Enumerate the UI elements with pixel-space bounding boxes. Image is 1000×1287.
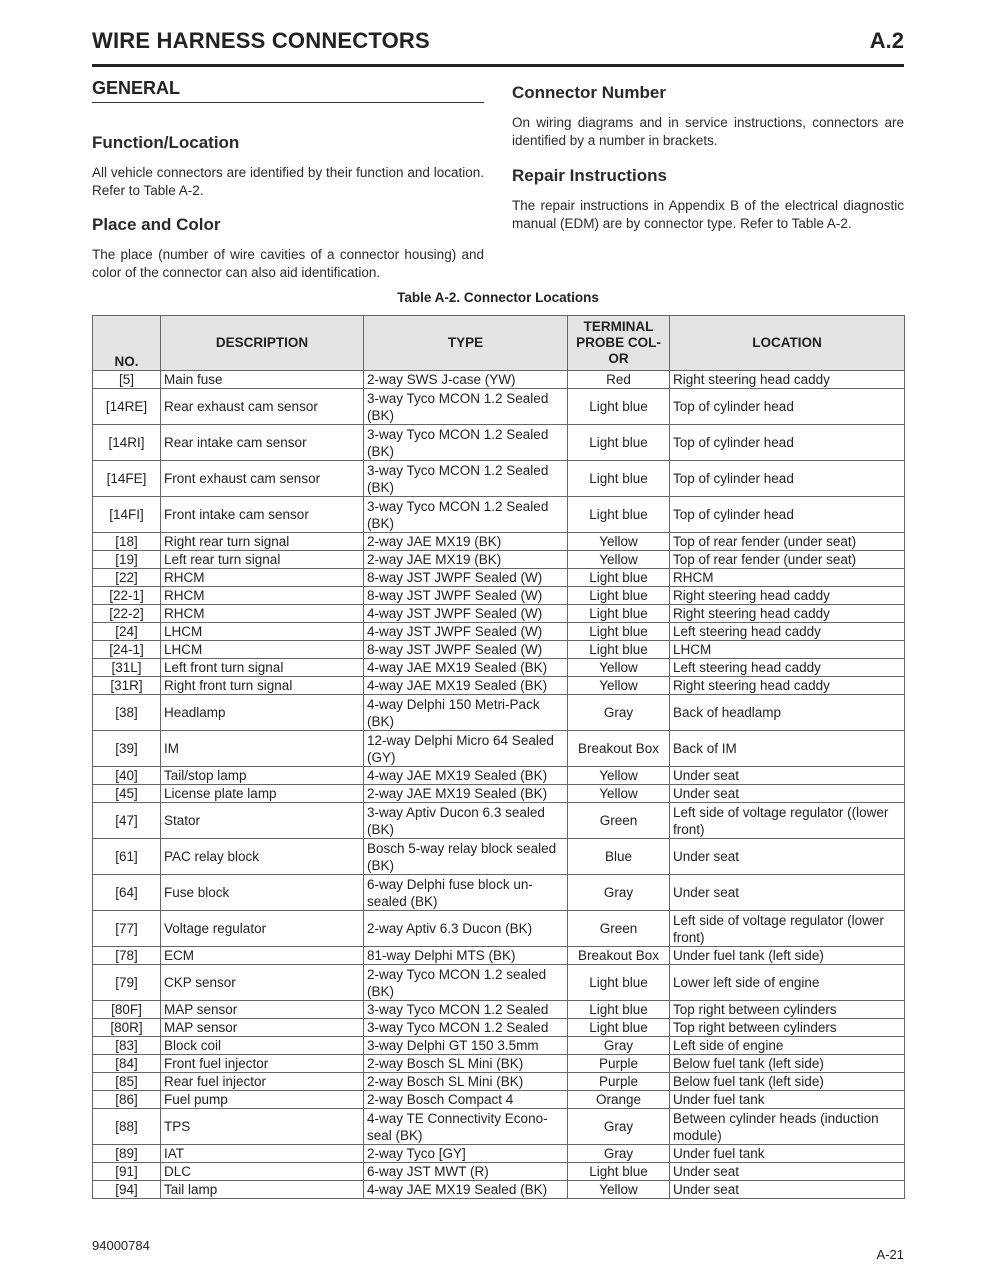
table-row (93, 1091, 905, 1109)
connector-description: RHCM (161, 605, 364, 623)
connector-type: 12-way Delphi Micro 64 Sealed (GY) (364, 731, 568, 767)
connector-description: Front exhaust cam sensor (161, 461, 364, 497)
probe-color: Yellow (568, 551, 670, 569)
probe-color: Light blue (568, 425, 670, 461)
connector-number: [14RE] (93, 389, 161, 425)
table-row (93, 1073, 905, 1091)
header-location: LOCATION (670, 316, 905, 371)
connector-number: [89] (93, 1145, 161, 1163)
table-row (93, 1055, 905, 1073)
connector-description: LHCM (161, 641, 364, 659)
connector-description: Left rear turn signal (161, 551, 364, 569)
probe-color: Gray (568, 1109, 670, 1145)
probe-color: Yellow (568, 1181, 670, 1199)
table-row (93, 803, 905, 839)
connector-description: Tail lamp (161, 1181, 364, 1199)
connector-location: Left side of engine (670, 1037, 905, 1055)
connector-type: 2-way JAE MX19 (BK) (364, 551, 568, 569)
header-probe-color: TERMINAL PROBE COL- OR (568, 316, 670, 371)
connector-location: Under seat (670, 785, 905, 803)
table-row (93, 965, 905, 1001)
table-row (93, 911, 905, 947)
table-body (93, 371, 905, 1199)
connector-location: Left side of voltage regulator (lower front) (670, 911, 905, 947)
table-row (93, 371, 905, 389)
table-row (93, 767, 905, 785)
connector-type: 4-way JAE MX19 Sealed (BK) (364, 659, 568, 677)
connector-location: Under fuel tank (670, 1091, 905, 1109)
connector-location: Under fuel tank (left side) (670, 947, 905, 965)
connector-type: 3-way Aptiv Ducon 6.3 sealed (BK) (364, 803, 568, 839)
table-row (93, 587, 905, 605)
connector-type: 2-way Aptiv 6.3 Ducon (BK) (364, 911, 568, 947)
left-column (92, 78, 484, 282)
connector-number: [22-2] (93, 605, 161, 623)
repair-instructions-text: The repair instructions in Appendix B of the electrical diagnostic manual (EDM) are by connector type. Refer to Table A-2. (512, 198, 904, 231)
connector-type: 3-way Tyco MCON 1.2 Sealed (BK) (364, 461, 568, 497)
table-row (93, 677, 905, 695)
connector-type: 2-way Bosch Compact 4 (364, 1091, 568, 1109)
connector-type: 2-way Tyco MCON 1.2 sealed (BK) (364, 965, 568, 1001)
connector-number-heading: Connector Number (512, 83, 666, 102)
connector-location: Below fuel tank (left side) (670, 1073, 905, 1091)
connector-location: LHCM (670, 641, 905, 659)
connector-description: Rear fuel injector (161, 1073, 364, 1091)
connector-number: [24-1] (93, 641, 161, 659)
table-row (93, 659, 905, 677)
connector-description: IAT (161, 1145, 364, 1163)
connector-type: Bosch 5-way relay block sealed (BK) (364, 839, 568, 875)
connector-location: Under fuel tank (670, 1145, 905, 1163)
probe-color: Gray (568, 695, 670, 731)
table-row (93, 947, 905, 965)
function-location-heading: Function/Location (92, 133, 240, 152)
probe-color: Purple (568, 1073, 670, 1091)
connector-location: Top of rear fender (under seat) (670, 551, 905, 569)
connector-number: [86] (93, 1091, 161, 1109)
connector-location: Top of cylinder head (670, 461, 905, 497)
table-caption: Table A-2. Connector Locations (397, 290, 599, 305)
connector-number: [64] (93, 875, 161, 911)
probe-color: Light blue (568, 605, 670, 623)
connector-location: RHCM (670, 569, 905, 587)
connector-number: [80F] (93, 1001, 161, 1019)
probe-color: Light blue (568, 587, 670, 605)
probe-color: Yellow (568, 677, 670, 695)
connector-locations-table (92, 315, 905, 1199)
probe-color: Yellow (568, 785, 670, 803)
connector-type: 4-way JAE MX19 Sealed (BK) (364, 767, 568, 785)
connector-description: Right front turn signal (161, 677, 364, 695)
table-row (93, 461, 905, 497)
probe-color: Gray (568, 875, 670, 911)
probe-color: Yellow (568, 767, 670, 785)
connector-location: Top of rear fender (under seat) (670, 533, 905, 551)
connector-type: 3-way Tyco MCON 1.2 Sealed (BK) (364, 425, 568, 461)
connector-location: Right steering head caddy (670, 605, 905, 623)
connector-type: 8-way JST JWPF Sealed (W) (364, 641, 568, 659)
connector-location: Lower left side of engine (670, 965, 905, 1001)
connector-number: [14FI] (93, 497, 161, 533)
connector-location: Between cylinder heads (induction module) (670, 1109, 905, 1145)
connector-location: Under seat (670, 1181, 905, 1199)
connector-location: Back of IM (670, 731, 905, 767)
connector-number: [77] (93, 911, 161, 947)
connector-type: 2-way Bosch SL Mini (BK) (364, 1055, 568, 1073)
connector-number: [31L] (93, 659, 161, 677)
connector-description: Headlamp (161, 695, 364, 731)
connector-location: Under seat (670, 875, 905, 911)
connector-description: License plate lamp (161, 785, 364, 803)
connector-description: Main fuse (161, 371, 364, 389)
page-number: A-21 (876, 1247, 904, 1262)
connector-description: Front intake cam sensor (161, 497, 364, 533)
connector-type: 6-way JST MWT (R) (364, 1163, 568, 1181)
document-number: 94000784 (92, 1238, 150, 1253)
connector-description: Block coil (161, 1037, 364, 1055)
connector-number: [22] (93, 569, 161, 587)
probe-color: Orange (568, 1091, 670, 1109)
probe-color: Light blue (568, 1001, 670, 1019)
connector-type: 3-way Tyco MCON 1.2 Sealed (364, 1001, 568, 1019)
connector-location: Right steering head caddy (670, 371, 905, 389)
connector-type: 4-way JST JWPF Sealed (W) (364, 623, 568, 641)
connector-description: Fuel pump (161, 1091, 364, 1109)
connector-type: 3-way Tyco MCON 1.2 Sealed (BK) (364, 389, 568, 425)
probe-color: Light blue (568, 1019, 670, 1037)
connector-type: 4-way JAE MX19 Sealed (BK) (364, 677, 568, 695)
connector-description: RHCM (161, 587, 364, 605)
function-location-text: All vehicle connectors are identified by their function and location. Refer to Table A-2. (92, 165, 484, 198)
probe-color: Breakout Box (568, 947, 670, 965)
connector-description: Voltage regulator (161, 911, 364, 947)
table-row (93, 1037, 905, 1055)
connector-description: Tail/stop lamp (161, 767, 364, 785)
connector-location: Top of cylinder head (670, 425, 905, 461)
section-title-general: GENERAL (92, 78, 484, 103)
connector-number: [39] (93, 731, 161, 767)
repair-instructions-heading: Repair Instructions (512, 166, 667, 185)
table-row (93, 389, 905, 425)
connector-description: LHCM (161, 623, 364, 641)
connector-description: DLC (161, 1163, 364, 1181)
section-code: A.2 (869, 28, 904, 53)
connector-number: [91] (93, 1163, 161, 1181)
table-row (93, 623, 905, 641)
connector-type: 2-way Tyco [GY] (364, 1145, 568, 1163)
probe-color: Green (568, 803, 670, 839)
connector-location: Left steering head caddy (670, 659, 905, 677)
probe-color: Green (568, 911, 670, 947)
connector-number: [83] (93, 1037, 161, 1055)
table-row (93, 1019, 905, 1037)
connector-type: 4-way JST JWPF Sealed (W) (364, 605, 568, 623)
probe-color: Purple (568, 1055, 670, 1073)
connector-description: CKP sensor (161, 965, 364, 1001)
connector-location: Top right between cylinders (670, 1001, 905, 1019)
table-row (93, 731, 905, 767)
connector-number: [31R] (93, 677, 161, 695)
connector-description: Left front turn signal (161, 659, 364, 677)
connector-number: [88] (93, 1109, 161, 1145)
connector-description: Rear intake cam sensor (161, 425, 364, 461)
connector-type: 6-way Delphi fuse block un- sealed (BK) (364, 875, 568, 911)
connector-type: 3-way Tyco MCON 1.2 Sealed (BK) (364, 497, 568, 533)
table-row (93, 1181, 905, 1199)
probe-color: Light blue (568, 461, 670, 497)
connector-number: [79] (93, 965, 161, 1001)
connector-number: [5] (93, 371, 161, 389)
connector-type: 2-way JAE MX19 (BK) (364, 533, 568, 551)
connector-type: 2-way SWS J-case (YW) (364, 371, 568, 389)
connector-type: 4-way JAE MX19 Sealed (BK) (364, 1181, 568, 1199)
connector-number: [18] (93, 533, 161, 551)
connector-description: Rear exhaust cam sensor (161, 389, 364, 425)
connector-description: MAP sensor (161, 1001, 364, 1019)
connector-number: [19] (93, 551, 161, 569)
connector-number: [85] (93, 1073, 161, 1091)
page-header (92, 26, 904, 68)
connector-description: RHCM (161, 569, 364, 587)
page-title: WIRE HARNESS CONNECTORS (92, 28, 430, 53)
place-color-heading: Place and Color (92, 215, 221, 234)
table-header-row (93, 316, 905, 371)
connector-location: Below fuel tank (left side) (670, 1055, 905, 1073)
connector-description: TPS (161, 1109, 364, 1145)
table-row (93, 1145, 905, 1163)
table-row (93, 695, 905, 731)
connector-description: Stator (161, 803, 364, 839)
connector-location: Right steering head caddy (670, 677, 905, 695)
connector-number: [84] (93, 1055, 161, 1073)
connector-number-text: On wiring diagrams and in service instructions, connectors are identified by a number in brackets. (512, 115, 904, 148)
connector-description: PAC relay block (161, 839, 364, 875)
connector-description: Fuse block (161, 875, 364, 911)
connector-number: [78] (93, 947, 161, 965)
probe-color: Gray (568, 1145, 670, 1163)
probe-color: Light blue (568, 389, 670, 425)
connector-number: [47] (93, 803, 161, 839)
connector-number: [14FE] (93, 461, 161, 497)
connector-location: Left side of voltage regulator ((lower front) (670, 803, 905, 839)
connector-type: 4-way TE Connectivity Econo- seal (BK) (364, 1109, 568, 1145)
probe-color: Light blue (568, 1163, 670, 1181)
connector-location: Back of headlamp (670, 695, 905, 731)
connector-type: 8-way JST JWPF Sealed (W) (364, 587, 568, 605)
table-row (93, 497, 905, 533)
connector-type: 2-way JAE MX19 Sealed (BK) (364, 785, 568, 803)
table-row (93, 551, 905, 569)
probe-color: Light blue (568, 497, 670, 533)
place-color-text: The place (number of wire cavities of a connector housing) and color of the connector can also aid identification. (92, 247, 484, 280)
connector-description: Front fuel injector (161, 1055, 364, 1073)
connector-number: [38] (93, 695, 161, 731)
header-no: NO. (93, 316, 161, 371)
connector-number: [61] (93, 839, 161, 875)
connector-type: 4-way Delphi 150 Metri-Pack (BK) (364, 695, 568, 731)
table-row (93, 569, 905, 587)
table-row (93, 785, 905, 803)
connector-number: [80R] (93, 1019, 161, 1037)
connector-number: [24] (93, 623, 161, 641)
right-column (512, 78, 904, 233)
probe-color: Yellow (568, 659, 670, 677)
connector-location: Left steering head caddy (670, 623, 905, 641)
connector-type: 81-way Delphi MTS (BK) (364, 947, 568, 965)
connector-number: [45] (93, 785, 161, 803)
probe-color: Gray (568, 1037, 670, 1055)
connector-location: Right steering head caddy (670, 587, 905, 605)
table-row (93, 605, 905, 623)
connector-description: MAP sensor (161, 1019, 364, 1037)
probe-color: Light blue (568, 623, 670, 641)
connector-location: Top of cylinder head (670, 389, 905, 425)
connector-type: 3-way Delphi GT 150 3.5mm (364, 1037, 568, 1055)
connector-location: Under seat (670, 1163, 905, 1181)
table-row (93, 875, 905, 911)
connector-description: Right rear turn signal (161, 533, 364, 551)
table-row (93, 1163, 905, 1181)
connector-location: Top of cylinder head (670, 497, 905, 533)
connector-type: 3-way Tyco MCON 1.2 Sealed (364, 1019, 568, 1037)
probe-color: Yellow (568, 533, 670, 551)
probe-color: Light blue (568, 641, 670, 659)
probe-color: Breakout Box (568, 731, 670, 767)
probe-color: Blue (568, 839, 670, 875)
connector-description: IM (161, 731, 364, 767)
connector-number: [14RI] (93, 425, 161, 461)
connector-location: Top right between cylinders (670, 1019, 905, 1037)
probe-color: Light blue (568, 569, 670, 587)
connector-number: [22-1] (93, 587, 161, 605)
connector-location: Under seat (670, 767, 905, 785)
connector-number: [40] (93, 767, 161, 785)
table-row (93, 1109, 905, 1145)
header-type: TYPE (364, 316, 568, 371)
table-row (93, 1001, 905, 1019)
table-row (93, 839, 905, 875)
table-row (93, 641, 905, 659)
connector-description: ECM (161, 947, 364, 965)
connector-number: [94] (93, 1181, 161, 1199)
probe-color: Red (568, 371, 670, 389)
connector-type: 8-way JST JWPF Sealed (W) (364, 569, 568, 587)
table-row (93, 425, 905, 461)
table-row (93, 533, 905, 551)
probe-color: Light blue (568, 965, 670, 1001)
header-description: DESCRIPTION (161, 316, 364, 371)
header-rule (92, 64, 904, 67)
connector-location: Under seat (670, 839, 905, 875)
connector-type: 2-way Bosch SL Mini (BK) (364, 1073, 568, 1091)
